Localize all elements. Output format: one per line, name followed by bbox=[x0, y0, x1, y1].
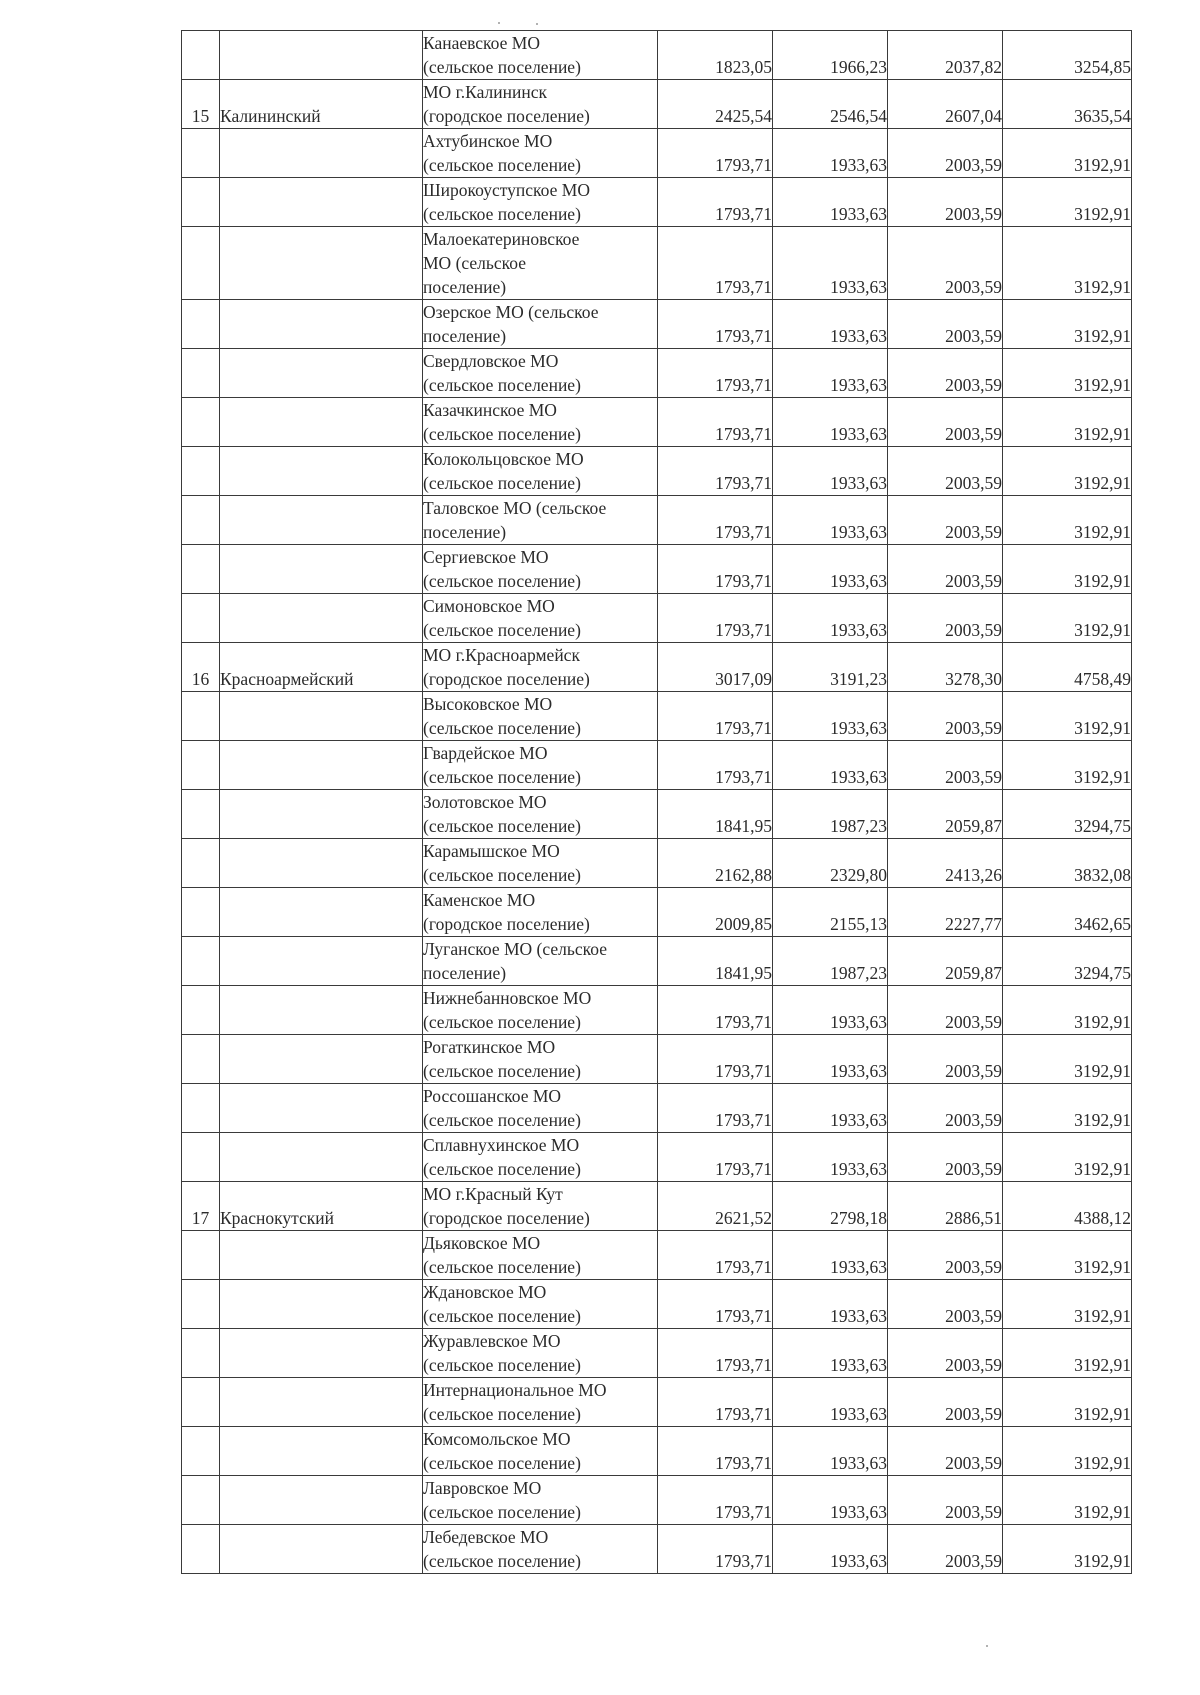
municipality-name: Нижнебанновское МО (сельское поселение) bbox=[423, 986, 658, 1035]
district-name bbox=[220, 790, 423, 839]
value-col-3: 2003,59 bbox=[888, 178, 1003, 227]
municipality-name: Карамышское МО (сельское поселение) bbox=[423, 839, 658, 888]
district-name: Красноармейский bbox=[220, 643, 423, 692]
table-row bbox=[182, 937, 1132, 986]
district-name bbox=[220, 741, 423, 790]
value-col-3: 2003,59 bbox=[888, 1280, 1003, 1329]
district-name bbox=[220, 594, 423, 643]
row-number bbox=[182, 300, 220, 349]
table-row bbox=[182, 1476, 1132, 1525]
row-number bbox=[182, 839, 220, 888]
tariff-table bbox=[181, 30, 1132, 1574]
municipality-name: Комсомольское МО (сельское поселение) bbox=[423, 1427, 658, 1476]
table-row bbox=[182, 790, 1132, 839]
municipality-name: Рогаткинское МО (сельское поселение) bbox=[423, 1035, 658, 1084]
value-col-1: 1793,71 bbox=[658, 1035, 773, 1084]
value-col-2: 1933,63 bbox=[773, 1133, 888, 1182]
table-row bbox=[182, 741, 1132, 790]
row-number bbox=[182, 1280, 220, 1329]
table-row bbox=[182, 1133, 1132, 1182]
value-col-3: 2003,59 bbox=[888, 741, 1003, 790]
value-col-1: 1793,71 bbox=[658, 1378, 773, 1427]
value-col-2: 2155,13 bbox=[773, 888, 888, 937]
municipality-name: Каменское МО (городское поселение) bbox=[423, 888, 658, 937]
value-col-4: 3192,91 bbox=[1003, 447, 1132, 496]
row-number bbox=[182, 1378, 220, 1427]
municipality-name: Гвардейское МО (сельское поселение) bbox=[423, 741, 658, 790]
table-row bbox=[182, 643, 1132, 692]
row-number bbox=[182, 1329, 220, 1378]
municipality-name: Широкоуступское МО (сельское поселение) bbox=[423, 178, 658, 227]
district-name bbox=[220, 839, 423, 888]
district-name bbox=[220, 545, 423, 594]
row-number bbox=[182, 741, 220, 790]
row-number bbox=[182, 594, 220, 643]
district-name bbox=[220, 227, 423, 300]
value-col-4: 3192,91 bbox=[1003, 300, 1132, 349]
municipality-name: Канаевское МО (сельское поселение) bbox=[423, 31, 658, 80]
value-col-1: 1793,71 bbox=[658, 692, 773, 741]
value-col-3: 2037,82 bbox=[888, 31, 1003, 80]
value-col-4: 3192,91 bbox=[1003, 1133, 1132, 1182]
table-row bbox=[182, 1182, 1132, 1231]
value-col-1: 1793,71 bbox=[658, 1525, 773, 1574]
value-col-3: 2003,59 bbox=[888, 1231, 1003, 1280]
value-col-2: 1933,63 bbox=[773, 741, 888, 790]
value-col-2: 1987,23 bbox=[773, 937, 888, 986]
table-row bbox=[182, 129, 1132, 178]
value-col-4: 3192,91 bbox=[1003, 1035, 1132, 1084]
row-number bbox=[182, 1084, 220, 1133]
row-number bbox=[182, 1133, 220, 1182]
value-col-4: 3192,91 bbox=[1003, 349, 1132, 398]
value-col-4: 3192,91 bbox=[1003, 1525, 1132, 1574]
value-col-1: 1841,95 bbox=[658, 937, 773, 986]
value-col-3: 2003,59 bbox=[888, 986, 1003, 1035]
value-col-1: 1793,71 bbox=[658, 986, 773, 1035]
value-col-1: 1823,05 bbox=[658, 31, 773, 80]
value-col-4: 3294,75 bbox=[1003, 790, 1132, 839]
municipality-name: Казачкинское МО (сельское поселение) bbox=[423, 398, 658, 447]
district-name: Калининский bbox=[220, 80, 423, 129]
row-number bbox=[182, 1476, 220, 1525]
value-col-2: 1933,63 bbox=[773, 178, 888, 227]
value-col-3: 2003,59 bbox=[888, 1133, 1003, 1182]
table-row bbox=[182, 300, 1132, 349]
value-col-4: 3192,91 bbox=[1003, 496, 1132, 545]
district-name bbox=[220, 1427, 423, 1476]
value-col-1: 1793,71 bbox=[658, 178, 773, 227]
district-name bbox=[220, 129, 423, 178]
row-number: 17 bbox=[182, 1182, 220, 1231]
municipality-name: МО г.Красноармейск (городское поселение) bbox=[423, 643, 658, 692]
value-col-4: 3192,91 bbox=[1003, 227, 1132, 300]
value-col-3: 2413,26 bbox=[888, 839, 1003, 888]
value-col-2: 1933,63 bbox=[773, 349, 888, 398]
value-col-1: 1793,71 bbox=[658, 594, 773, 643]
table-row bbox=[182, 692, 1132, 741]
value-col-1: 1793,71 bbox=[658, 545, 773, 594]
municipality-name: Малоекатериновское МО (сельское поселение) bbox=[423, 227, 658, 300]
value-col-3: 2003,59 bbox=[888, 447, 1003, 496]
value-col-1: 1793,71 bbox=[658, 1476, 773, 1525]
value-col-2: 1933,63 bbox=[773, 129, 888, 178]
table-row bbox=[182, 1084, 1132, 1133]
value-col-2: 1933,63 bbox=[773, 1329, 888, 1378]
value-col-2: 1933,63 bbox=[773, 1084, 888, 1133]
value-col-2: 1933,63 bbox=[773, 1525, 888, 1574]
value-col-1: 1793,71 bbox=[658, 398, 773, 447]
municipality-name: Лавровское МО (сельское поселение) bbox=[423, 1476, 658, 1525]
table-row bbox=[182, 1280, 1132, 1329]
value-col-2: 1933,63 bbox=[773, 986, 888, 1035]
value-col-4: 3192,91 bbox=[1003, 692, 1132, 741]
value-col-4: 3192,91 bbox=[1003, 741, 1132, 790]
value-col-2: 1933,63 bbox=[773, 1476, 888, 1525]
value-col-1: 1793,71 bbox=[658, 227, 773, 300]
district-name bbox=[220, 986, 423, 1035]
value-col-2: 1933,63 bbox=[773, 545, 888, 594]
municipality-name: Дьяковское МО (сельское поселение) bbox=[423, 1231, 658, 1280]
value-col-2: 1933,63 bbox=[773, 496, 888, 545]
row-number: 15 bbox=[182, 80, 220, 129]
value-col-1: 1793,71 bbox=[658, 349, 773, 398]
table-row bbox=[182, 986, 1132, 1035]
value-col-4: 3192,91 bbox=[1003, 545, 1132, 594]
row-number: 16 bbox=[182, 643, 220, 692]
row-number bbox=[182, 790, 220, 839]
row-number bbox=[182, 937, 220, 986]
table-row bbox=[182, 1329, 1132, 1378]
value-col-3: 2227,77 bbox=[888, 888, 1003, 937]
value-col-3: 2003,59 bbox=[888, 1378, 1003, 1427]
district-name bbox=[220, 937, 423, 986]
value-col-4: 3192,91 bbox=[1003, 1378, 1132, 1427]
district-name bbox=[220, 692, 423, 741]
value-col-3: 2003,59 bbox=[888, 227, 1003, 300]
value-col-3: 2003,59 bbox=[888, 1329, 1003, 1378]
value-col-4: 3192,91 bbox=[1003, 129, 1132, 178]
value-col-2: 1933,63 bbox=[773, 1231, 888, 1280]
district-name bbox=[220, 1084, 423, 1133]
value-col-3: 2003,59 bbox=[888, 545, 1003, 594]
value-col-3: 2003,59 bbox=[888, 349, 1003, 398]
table-row bbox=[182, 496, 1132, 545]
value-col-2: 1933,63 bbox=[773, 692, 888, 741]
value-col-3: 2059,87 bbox=[888, 937, 1003, 986]
district-name bbox=[220, 300, 423, 349]
value-col-1: 2009,85 bbox=[658, 888, 773, 937]
value-col-3: 2886,51 bbox=[888, 1182, 1003, 1231]
municipality-name: Сплавнухинское МО (сельское поселение) bbox=[423, 1133, 658, 1182]
value-col-1: 1793,71 bbox=[658, 129, 773, 178]
value-col-1: 1793,71 bbox=[658, 1133, 773, 1182]
value-col-4: 3192,91 bbox=[1003, 594, 1132, 643]
district-name bbox=[220, 1378, 423, 1427]
value-col-2: 1933,63 bbox=[773, 300, 888, 349]
value-col-4: 3192,91 bbox=[1003, 1427, 1132, 1476]
value-col-4: 3192,91 bbox=[1003, 1329, 1132, 1378]
value-col-2: 1987,23 bbox=[773, 790, 888, 839]
municipality-name: Луганское МО (сельское поселение) bbox=[423, 937, 658, 986]
table-row bbox=[182, 398, 1132, 447]
value-col-3: 2059,87 bbox=[888, 790, 1003, 839]
value-col-1: 1793,71 bbox=[658, 300, 773, 349]
row-number bbox=[182, 1427, 220, 1476]
district-name bbox=[220, 1035, 423, 1084]
value-col-2: 2329,80 bbox=[773, 839, 888, 888]
row-number bbox=[182, 888, 220, 937]
value-col-1: 1793,71 bbox=[658, 447, 773, 496]
value-col-1: 1793,71 bbox=[658, 1427, 773, 1476]
municipality-name: МО г.Красный Кут (городское поселение) bbox=[423, 1182, 658, 1231]
value-col-1: 2425,54 bbox=[658, 80, 773, 129]
scan-speck bbox=[986, 1645, 988, 1647]
municipality-name: Таловское МО (сельское поселение) bbox=[423, 496, 658, 545]
municipality-name: Журавлевское МО (сельское поселение) bbox=[423, 1329, 658, 1378]
value-col-4: 3192,91 bbox=[1003, 178, 1132, 227]
municipality-name: МО г.Калининск (городское поселение) bbox=[423, 80, 658, 129]
value-col-1: 1793,71 bbox=[658, 1280, 773, 1329]
value-col-2: 2798,18 bbox=[773, 1182, 888, 1231]
municipality-name: Сергиевское МО (сельское поселение) bbox=[423, 545, 658, 594]
table-row bbox=[182, 545, 1132, 594]
value-col-1: 1793,71 bbox=[658, 1084, 773, 1133]
value-col-1: 2162,88 bbox=[658, 839, 773, 888]
row-number bbox=[182, 496, 220, 545]
table-row bbox=[182, 1035, 1132, 1084]
district-name bbox=[220, 888, 423, 937]
table-row bbox=[182, 1378, 1132, 1427]
value-col-4: 3192,91 bbox=[1003, 1231, 1132, 1280]
municipality-name: Интернациональное МО (сельское поселение) bbox=[423, 1378, 658, 1427]
table-row bbox=[182, 227, 1132, 300]
value-col-4: 3254,85 bbox=[1003, 31, 1132, 80]
row-number bbox=[182, 129, 220, 178]
municipality-name: Озерское МО (сельское поселение) bbox=[423, 300, 658, 349]
value-col-4: 3192,91 bbox=[1003, 1084, 1132, 1133]
value-col-4: 4758,49 bbox=[1003, 643, 1132, 692]
district-name bbox=[220, 1280, 423, 1329]
value-col-3: 2003,59 bbox=[888, 1476, 1003, 1525]
row-number bbox=[182, 447, 220, 496]
table-row bbox=[182, 839, 1132, 888]
municipality-name: Высоковское МО (сельское поселение) bbox=[423, 692, 658, 741]
district-name bbox=[220, 1525, 423, 1574]
table-row bbox=[182, 80, 1132, 129]
table-row bbox=[182, 1231, 1132, 1280]
value-col-3: 2003,59 bbox=[888, 129, 1003, 178]
district-name bbox=[220, 1329, 423, 1378]
row-number bbox=[182, 1035, 220, 1084]
value-col-2: 1933,63 bbox=[773, 1035, 888, 1084]
value-col-2: 2546,54 bbox=[773, 80, 888, 129]
value-col-2: 1933,63 bbox=[773, 1427, 888, 1476]
value-col-1: 3017,09 bbox=[658, 643, 773, 692]
value-col-3: 2003,59 bbox=[888, 1084, 1003, 1133]
value-col-3: 2003,59 bbox=[888, 398, 1003, 447]
municipality-name: Ждановское МО (сельское поселение) bbox=[423, 1280, 658, 1329]
district-name bbox=[220, 1476, 423, 1525]
scan-speck bbox=[536, 23, 538, 25]
value-col-2: 1933,63 bbox=[773, 594, 888, 643]
value-col-2: 3191,23 bbox=[773, 643, 888, 692]
row-number bbox=[182, 1525, 220, 1574]
municipality-name: Россошанское МО (сельское поселение) bbox=[423, 1084, 658, 1133]
value-col-4: 3462,65 bbox=[1003, 888, 1132, 937]
row-number bbox=[182, 1231, 220, 1280]
value-col-3: 2003,59 bbox=[888, 300, 1003, 349]
table-row bbox=[182, 178, 1132, 227]
value-col-2: 1933,63 bbox=[773, 1378, 888, 1427]
district-name bbox=[220, 447, 423, 496]
district-name bbox=[220, 178, 423, 227]
value-col-2: 1933,63 bbox=[773, 1280, 888, 1329]
value-col-1: 2621,52 bbox=[658, 1182, 773, 1231]
row-number bbox=[182, 692, 220, 741]
municipality-name: Свердловское МО (сельское поселение) bbox=[423, 349, 658, 398]
value-col-4: 3192,91 bbox=[1003, 1280, 1132, 1329]
value-col-1: 1793,71 bbox=[658, 741, 773, 790]
value-col-2: 1933,63 bbox=[773, 227, 888, 300]
value-col-3: 2003,59 bbox=[888, 1427, 1003, 1476]
value-col-2: 1933,63 bbox=[773, 447, 888, 496]
table-row bbox=[182, 1525, 1132, 1574]
municipality-name: Лебедевское МО (сельское поселение) bbox=[423, 1525, 658, 1574]
value-col-1: 1793,71 bbox=[658, 496, 773, 545]
value-col-3: 2003,59 bbox=[888, 594, 1003, 643]
municipality-name: Золотовское МО (сельское поселение) bbox=[423, 790, 658, 839]
row-number bbox=[182, 178, 220, 227]
district-name bbox=[220, 1133, 423, 1182]
district-name bbox=[220, 31, 423, 80]
value-col-3: 2003,59 bbox=[888, 1525, 1003, 1574]
municipality-name: Ахтубинское МО (сельское поселение) bbox=[423, 129, 658, 178]
row-number bbox=[182, 349, 220, 398]
value-col-4: 3192,91 bbox=[1003, 986, 1132, 1035]
value-col-4: 3294,75 bbox=[1003, 937, 1132, 986]
value-col-4: 3635,54 bbox=[1003, 80, 1132, 129]
table-row bbox=[182, 888, 1132, 937]
district-name bbox=[220, 496, 423, 545]
table-body bbox=[182, 31, 1132, 1574]
row-number bbox=[182, 545, 220, 594]
value-col-2: 1933,63 bbox=[773, 398, 888, 447]
value-col-4: 3832,08 bbox=[1003, 839, 1132, 888]
table-row bbox=[182, 1427, 1132, 1476]
table-row bbox=[182, 349, 1132, 398]
value-col-2: 1966,23 bbox=[773, 31, 888, 80]
row-number bbox=[182, 398, 220, 447]
row-number bbox=[182, 31, 220, 80]
table-row bbox=[182, 594, 1132, 643]
table-row bbox=[182, 447, 1132, 496]
value-col-3: 2003,59 bbox=[888, 1035, 1003, 1084]
value-col-3: 2003,59 bbox=[888, 496, 1003, 545]
value-col-3: 2607,04 bbox=[888, 80, 1003, 129]
district-name bbox=[220, 1231, 423, 1280]
row-number bbox=[182, 986, 220, 1035]
municipality-name: Колокольцовское МО (сельское поселение) bbox=[423, 447, 658, 496]
row-number bbox=[182, 227, 220, 300]
value-col-1: 1793,71 bbox=[658, 1231, 773, 1280]
value-col-4: 3192,91 bbox=[1003, 398, 1132, 447]
district-name bbox=[220, 349, 423, 398]
district-name: Краснокутский bbox=[220, 1182, 423, 1231]
value-col-1: 1841,95 bbox=[658, 790, 773, 839]
district-name bbox=[220, 398, 423, 447]
scan-speck bbox=[498, 22, 500, 24]
value-col-4: 3192,91 bbox=[1003, 1476, 1132, 1525]
value-col-1: 1793,71 bbox=[658, 1329, 773, 1378]
value-col-3: 3278,30 bbox=[888, 643, 1003, 692]
value-col-4: 4388,12 bbox=[1003, 1182, 1132, 1231]
municipality-name: Симоновское МО (сельское поселение) bbox=[423, 594, 658, 643]
table-row bbox=[182, 31, 1132, 80]
value-col-3: 2003,59 bbox=[888, 692, 1003, 741]
